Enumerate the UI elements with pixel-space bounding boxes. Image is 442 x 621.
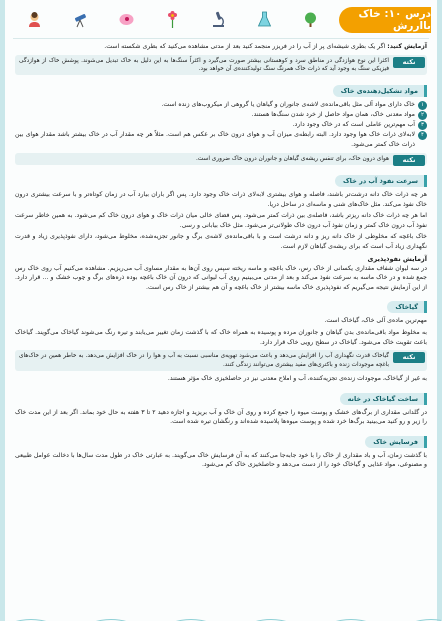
flask-icon bbox=[256, 11, 273, 28]
experiment-paragraph bbox=[15, 42, 427, 52]
item-number: ۱ bbox=[418, 101, 427, 110]
paragraph: در گلدانی مقداری از برگ‌های خشک و پوست میوه را جمع کرده و روی آن خاک و آب بریزید و اجازه دهید ۲ تا ۳ هفته به حال خود بماند. اگر بعد از این مدت خاک را زیر و رو کنید می‌بینید برگ‌ها خرد شده و پوست میوه‌ها پلاسیده شده‌اند و رنگشان تیره شده است. bbox=[15, 408, 427, 426]
experiment-text: اگر یک بطری شیشه‌ای پر از آب را در فریزر منجمد کنید بعد از مدتی مشاهده می‌کنید که بطری شکسته است. bbox=[104, 43, 386, 50]
section-heading: فرسایش خاک bbox=[365, 436, 427, 448]
item-text: مواد معدنی خاک، همان مواد حاصل از خرد شدن سنگ‌ها هستند. bbox=[251, 111, 415, 119]
paragraph: هر چه ذرات خاک دانه درشت‌تر باشند، فاصله و هوای بیشتری لابه‌لای ذرات خاک وجود دارد. پس اگر باران بیارد آب در زمان کوتاه‌تر و با سرعت بیشتری درون خاک نفوذ می‌کند. مثل خاک‌های شنی و ماسه‌ای در ساحل دریا. bbox=[15, 191, 427, 208]
note-box bbox=[15, 55, 427, 76]
paragraph: در سه لیوان شفاف مقداری یکسانی از خاک رس، خاک باغچه و ماسه ریخته سپس روی آن‌ها به مقدار مساوی آب می‌ریزیم. مشاهده می‌کنیم آب روی خاک رس جمع شده و در خاک ماسه به سرعت نفوذ می‌کند و بعد از مدتی می‌بینیم روی آب لیوانی که درون آن خاک باغچه بوده ذره‌های برگ و چوب خشک و ... قرار دارد. از این آزمایش نتیجه می‌گیریم که نفوذپذیری خاک ماسه بیشتر از خاک باغچه و آن هم بیشتر از خاک رس است. bbox=[15, 264, 427, 291]
cell-icon bbox=[118, 11, 135, 28]
paragraph: اما هر چه ذرات خاک دانه ریزتر باشد، فاصله‌ی بین ذرات کمتر می‌شود. پس فضای خالی میان ذرات خاک و هوای درون خاک کم می‌شود. به همین خاطر سرعت نفوذ آب درون خاک کمتر و زمان نفوذ آب درون خاک طولانی‌تر می‌شود. مثل خاک بیابانی و رسی. bbox=[15, 212, 427, 229]
item-number: ۴ bbox=[418, 131, 427, 140]
list-item bbox=[15, 110, 427, 120]
paragraph: مهم‌ترین ماده‌ی آلی خاک، گیاخاک است. bbox=[324, 317, 427, 325]
section-heading: سرعت نفوذ آب در خاک bbox=[335, 175, 427, 187]
header-icons bbox=[11, 4, 333, 34]
footer-decoration bbox=[11, 609, 431, 619]
section-heading: ساخت گیاخاک در خانه bbox=[340, 393, 427, 405]
item-text: آب مهم‌ترین عاملی است که در خاک وجود دارد. bbox=[292, 121, 415, 129]
note-tag: نکته bbox=[393, 352, 425, 363]
paragraph: به غیر از گیاخاک، موجودات زنده‌ی تجزیه‌کننده، آب و املاح معدنی نیز در حاصلخیزی خاک مؤثر هستند. bbox=[167, 374, 427, 382]
note-box bbox=[15, 350, 427, 371]
list-item bbox=[15, 120, 427, 130]
header-divider bbox=[13, 38, 429, 39]
list-item bbox=[15, 130, 427, 149]
lesson-title: درس ۱۰: خاک بااررش bbox=[339, 7, 431, 33]
paragraph: با گذشت زمان، آب و باد مقداری از خاک را با خود جابه‌جا می‌کنند که به آن فرسایش خاک می‌گویند. به عبارتی خاک در طول مدت سال‌ها با دخالت عوامل طبیعی و مصنوعی، مواد غذایی و گیاخاک خود را از دست می‌دهد و حاصلخیزی خاک کم می‌شود. bbox=[15, 451, 427, 469]
item-number: ۳ bbox=[418, 121, 427, 130]
note-box bbox=[15, 153, 427, 165]
note-tag: نکته bbox=[393, 57, 425, 68]
list-item bbox=[15, 100, 427, 110]
paragraph: به مخلوط مواد باقی‌مانده‌ی بدن گیاهان و جانوران مرده و پوسیده به همراه خاک که با گذشت زمان تغییر می‌یابند و تیره رنگ می‌شوند گیاخاک می‌گویند. گیاخاک باعث تقویت خاک می‌شود. گیاخاک در سطح رویی خاک قرار دارد. bbox=[15, 328, 427, 346]
section-heading: مواد تشکیل‌دهنده‌ی خاک bbox=[333, 85, 427, 97]
scientist-icon bbox=[26, 11, 43, 28]
lesson-content bbox=[15, 42, 427, 472]
item-text: خاک دارای مواد آلی مثل باقی‌مانده‌ی لاشه‌ی جانوران و گیاهان یا گروهی از میکروب‌های زنده است. bbox=[161, 101, 415, 109]
item-number: ۲ bbox=[418, 111, 427, 120]
tree-icon bbox=[302, 11, 319, 28]
item-text: لابه‌لای ذرات خاک هوا وجود دارد. البته رابطه‌ی میزان آب و هوای درون خاک بر عکس هم است. مثلاً هر چه مقدار آب در خاک بیشتر باشد مقدار هوای بین ذرات خاک کمتر می‌شود. bbox=[15, 131, 415, 148]
paragraph: خاک باغچه که مخلوطی از خاک دانه ریز و دانه درشت است و با باقی‌مانده‌ی لاشه‌ی برگ و جانور تجزیه‌شده، مخلوط می‌شود، دارای نفوذپذیری زیاد و قدرت نگهداری زیاد آب است که برای ریشه‌ی گیاهان لازم است. bbox=[15, 233, 427, 250]
microscope-icon bbox=[210, 11, 227, 28]
note-tag: نکته bbox=[393, 155, 425, 166]
header bbox=[11, 4, 431, 34]
flower-icon bbox=[164, 11, 181, 28]
telescope-icon bbox=[72, 11, 89, 28]
subheading: آزمایش نفوذپذیری bbox=[367, 254, 427, 263]
experiment-title: آزمایش کنید: bbox=[387, 43, 427, 50]
section-heading: گیاخاک bbox=[387, 301, 427, 313]
note-text: گیاخاک قدرت نگهداری آب را افزایش می‌دهد و باعث می‌شود تهویه‌ی مناسبی نسبت به آب و هوا را در خاک افزایش می‌دهد. به خاطر همین در خاک‌های باغچه موجودات زنده و باکتری‌های مفید بیشتری می‌توانند زندگی کنند. bbox=[19, 353, 389, 368]
note-text: اکثرا این نوع هوازدگی در مناطق سرد و کوهستانی بیشتر صورت می‌گیرد و اکثراً سنگ‌ها به این دلیل به خاک تبدیل می‌شوند. پوشش خاک از هوازدگی فیزیکی سنگ به وجود آید که ذرات خاک همرنگ سنگ تولیدکننده‌ی آن خواهد بود. bbox=[19, 57, 389, 72]
note-text: هوای درون خاک، برای تنفس ریشه‌ی گیاهان و جانوران درون خاک ضروری است. bbox=[195, 155, 389, 162]
